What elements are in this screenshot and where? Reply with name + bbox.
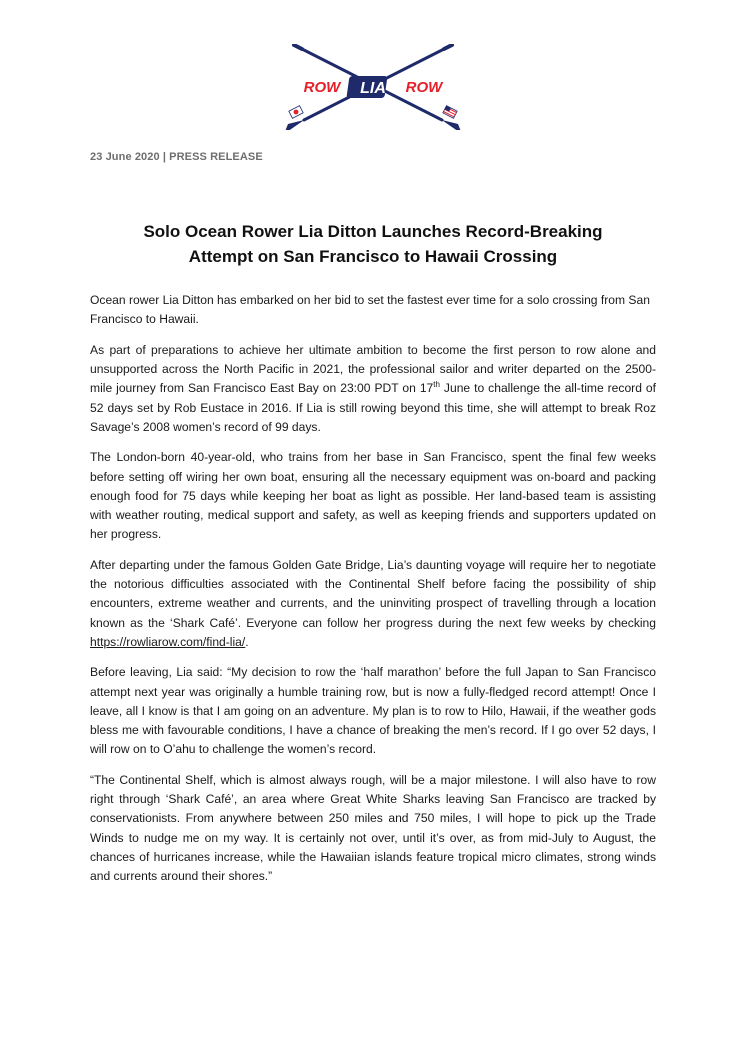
row-lia-row-logo — [280, 44, 466, 130]
logo-right-word: ROW — [405, 79, 443, 96]
title-line-1: Solo Ocean Rower Lia Ditton Launches Record-Breaking — [143, 222, 603, 241]
paragraph-2 — [90, 341, 656, 437]
article-body — [90, 291, 656, 898]
logo-center-word: LIA — [360, 80, 386, 97]
logo-left-word: ROW — [303, 79, 341, 96]
paragraph-3: The London-born 40-year-old, who trains from her base in San Francisco, spent the final few weeks before setting off wiring her own boat, ensuring all the necessary equipment was on-board and packing enough food for 75 days while keeping her boat as light as possible. Her land-based team is assisting with weather routing, medical support and safety, as well as keeping friends and supporters updated on her progress. — [90, 450, 656, 542]
paragraph-1: Ocean rower Lia Ditton has embarked on her bid to set the fastest ever time for a solo crossing from San Francisco to Hawaii. — [90, 293, 650, 327]
paragraph-5: Before leaving, Lia said: “My decision to row the ‘half marathon’ before the full Japan to San Francisco attempt next year was originally a humble training row, but is now a fully-fledged record attempt! Once I leave, all I know is that I am going on an adventure. My plan is to row to Hilo, Hawaii, if the weather gods bless me with favourable conditions, I have a chance of breaking the men’s record. If I go over 52 days, I will row on to O’ahu to challenge the women’s record. — [90, 665, 656, 757]
ordinal-suffix: th — [433, 380, 440, 390]
press-release-title — [60, 219, 686, 269]
title-line-2: Attempt on San Francisco to Hawaii Crossing — [188, 247, 558, 266]
paragraph-4-text-b: . — [245, 634, 249, 649]
paragraph-4 — [90, 556, 656, 652]
paragraph-6: “The Continental Shelf, which is almost always rough, will be a major milestone. I will also have to row right through ‘Shark Café’, an area where Great White Sharks leaving San Francisco are tracked by conservationists. From anywhere between 250 miles and 750 miles, I will hope to pick up the Trade Winds to nudge me on my way. It is certainly not over, until it’s over, as from mid-July to August, the chances of hurricanes increase, while the Hawaiian islands feature tropical micro climates, strong winds and currents around their shores.” — [90, 772, 656, 883]
paragraph-4-text-a: After departing under the famous Golden Gate Bridge, Lia’s daunting voyage will require her to negotiate the notorious difficulties associated with the Continental Shelf before facing the possibility of ship encounters, extreme weather and currents, and the uninviting prospect of travelling through a location known as the ‘Shark Café’. Everyone can follow her progress during the next few weeks by checking — [90, 557, 656, 630]
paragraph-2-text-a: As part of preparations to achieve her ultimate ambition to become the first person to row alone and unsupported across the North Pacific in 2021, the professional sailor and writer departed on the 2500-mile journey from San Francisco East Bay on 23:00 PDT on 17 — [90, 342, 656, 396]
find-lia-link[interactable]: https://rowliarow.com/find-lia/ — [90, 634, 246, 649]
dateline: 23 June 2020 | PRESS RELEASE — [90, 151, 263, 163]
paragraph-2-text-b: June to challenge the all-time record of 52 days set by Rob Eustace in 2016. If Lia is still rowing beyond this time, she will attempt to break Roz Savage’s 2008 women’s record of 99 days. — [90, 381, 656, 434]
